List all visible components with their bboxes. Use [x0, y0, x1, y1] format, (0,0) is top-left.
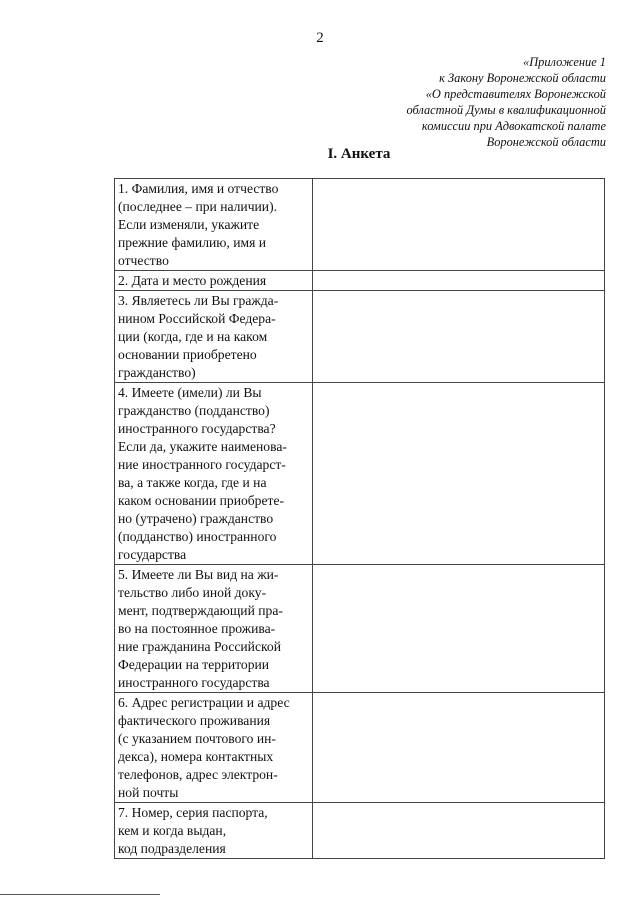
question-text-line: ции (когда, где и на каком [118, 329, 268, 344]
question-text-line: кем и когда выдан, [118, 823, 227, 838]
question-text-line: гражданство) [118, 365, 196, 380]
page-number: 2 [316, 30, 324, 46]
question-cell [115, 383, 313, 565]
question-text-line: декса), номера контактных [118, 749, 274, 764]
appendix-line: к Закону Воронежской области [439, 71, 606, 85]
questionnaire-row [115, 383, 605, 565]
answer-cell[interactable] [313, 291, 605, 383]
questionnaire-row [115, 271, 605, 291]
question-text-line: отчество [118, 253, 169, 268]
answer-cell[interactable] [313, 383, 605, 565]
question-text-line: но (утрачено) гражданство [118, 511, 274, 526]
questionnaire-row [115, 291, 605, 383]
question-text-line: ние гражданина Российской [118, 639, 281, 654]
question-text-line: телефонов, адрес электрон- [118, 767, 278, 782]
answer-cell[interactable] [313, 271, 605, 291]
question-text-line: иностранного государства? [118, 421, 276, 436]
question-text-line: нином Российской Федера- [118, 311, 276, 326]
question-text-line: 2. Дата и место рождения [118, 273, 267, 288]
question-text-line: Если изменяли, укажите [118, 217, 260, 232]
question-text-line: иностранного государства [118, 675, 270, 690]
question-cell [115, 565, 313, 693]
questionnaire-body [115, 179, 605, 859]
appendix-line: областной Думы в квалификационной [406, 103, 606, 117]
questionnaire-row [115, 803, 605, 859]
section-title: I. Анкета [327, 146, 391, 162]
question-text-line: мент, подтверждающий пра- [118, 603, 283, 618]
question-text-line: во на постоянное прожива- [118, 621, 276, 636]
question-text-line: фактического проживания [118, 713, 271, 728]
question-text-line: (подданство) иностранного [118, 529, 277, 544]
question-text-line: 4. Имеете (имели) ли Вы [118, 385, 262, 400]
question-text-line: (с указанием почтового ин- [118, 731, 276, 746]
question-text-line: 3. Являетесь ли Вы гражда- [118, 293, 279, 308]
questionnaire-row [115, 179, 605, 271]
question-text-line: каком основании приобрете- [118, 493, 285, 508]
question-text-line: 6. Адрес регистрации и адрес [118, 695, 290, 710]
question-text-line: ной почты [118, 785, 179, 800]
question-text-line: тельство либо иной доку- [118, 585, 267, 600]
footer-rule [0, 894, 160, 895]
questionnaire-table [114, 178, 605, 859]
question-cell [115, 291, 313, 383]
appendix-line: комиссии при Адвокатской палате [421, 119, 606, 133]
questionnaire-row [115, 693, 605, 803]
question-text-line: ние иностранного государст- [118, 457, 286, 472]
answer-cell[interactable] [313, 179, 605, 271]
question-text-line: основании приобретено [118, 347, 257, 362]
question-text-line: государства [118, 547, 187, 562]
questionnaire-row [115, 565, 605, 693]
appendix-line: «О представителях Воронежской [425, 87, 606, 101]
question-text-line: ва, а также когда, где и на [118, 475, 267, 490]
question-cell [115, 803, 313, 859]
question-text-line: 7. Номер, серия паспорта, [118, 805, 268, 820]
question-text-line: Если да, укажите наименова- [118, 439, 287, 454]
appendix-header [306, 54, 606, 150]
question-text-line: (последнее – при наличии). [118, 199, 278, 214]
answer-cell[interactable] [313, 803, 605, 859]
answer-cell[interactable] [313, 565, 605, 693]
question-text-line: прежние фамилию, имя и [118, 235, 267, 250]
question-cell [115, 179, 313, 271]
question-text-line: гражданство (подданство) [118, 403, 270, 418]
question-text-line: 5. Имеете ли Вы вид на жи- [118, 567, 279, 582]
question-text-line: код подразделения [118, 841, 226, 856]
answer-cell[interactable] [313, 693, 605, 803]
question-text-line: 1. Фамилия, имя и отчество [118, 181, 279, 196]
appendix-line: Воронежской области [486, 135, 606, 149]
question-cell [115, 271, 313, 291]
question-cell [115, 693, 313, 803]
question-text-line: Федерации на территории [118, 657, 270, 672]
appendix-line: «Приложение 1 [523, 55, 606, 69]
